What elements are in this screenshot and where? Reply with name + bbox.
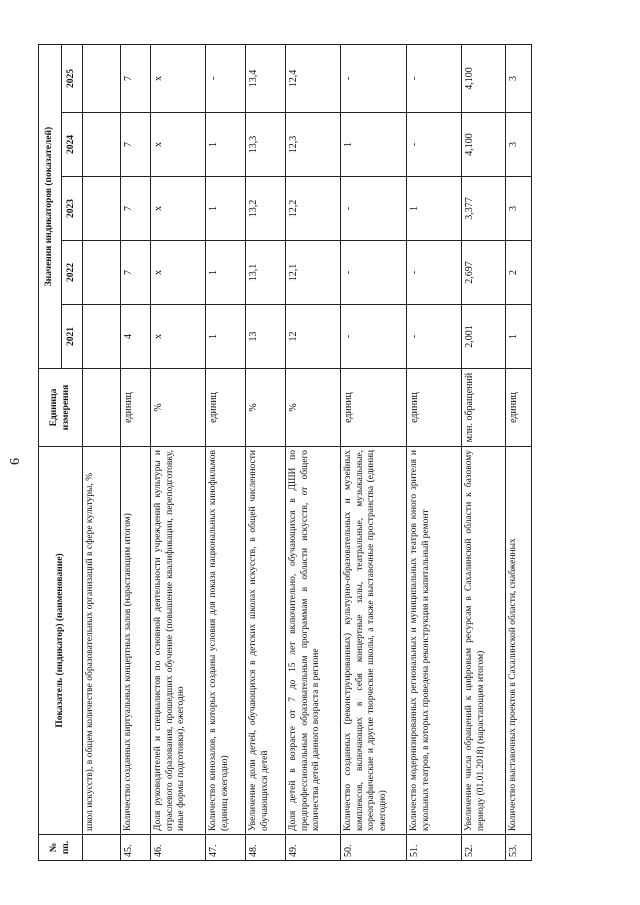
- row-name: Количество выставочных проектов в Сахалинской области, снабженных: [506, 447, 532, 835]
- header-name: Показатель (индикатор) (наименование): [39, 447, 83, 835]
- row-value: [83, 305, 121, 369]
- table-row: [206, 45, 246, 861]
- row-num: 47.: [206, 835, 246, 861]
- row-value: 12: [286, 305, 341, 369]
- row-num: 49.: [286, 835, 341, 861]
- table-row: [506, 45, 532, 861]
- row-num: 50.: [341, 835, 407, 861]
- row-name: Увеличение доли детей, обучающихся в детских школах искусств, в общей численности обучающихся детей: [246, 447, 286, 835]
- header-year: 2021: [62, 305, 83, 369]
- row-unit: %: [246, 369, 286, 447]
- row-value: х: [151, 241, 206, 305]
- row-value: 13,1: [246, 241, 286, 305]
- row-value: 1: [206, 305, 246, 369]
- row-value: 4,100: [462, 113, 506, 177]
- header-unit: Единица измерения: [39, 369, 83, 447]
- table-row: [121, 45, 151, 861]
- row-value: 13,3: [246, 113, 286, 177]
- row-value: 1: [206, 113, 246, 177]
- row-unit: единиц: [506, 369, 532, 447]
- row-value: 4: [121, 305, 151, 369]
- row-value: х: [151, 113, 206, 177]
- row-value: 1: [206, 177, 246, 241]
- row-value: 2,697: [462, 241, 506, 305]
- header-values-group: Значения индикаторов (показателей): [39, 45, 62, 369]
- row-value: 3: [506, 45, 532, 113]
- row-value: [83, 113, 121, 177]
- row-value: 7: [121, 113, 151, 177]
- row-num: 52.: [462, 835, 506, 861]
- row-value: 12,4: [286, 45, 341, 113]
- row-value: х: [151, 305, 206, 369]
- row-value: 7: [121, 45, 151, 113]
- row-value: -: [341, 241, 407, 305]
- table-row: [83, 45, 121, 861]
- row-num: 46.: [151, 835, 206, 861]
- table-row: [407, 45, 462, 861]
- row-name: Доля детей в возрасте от 7 до 15 лет включительно, обучающихся в ДШИ по предпрофессиональным образовательным программам в области искусств, от общего количества детей данного возраста в регионе: [286, 447, 341, 835]
- header-num: № пп.: [39, 835, 83, 861]
- row-name: Количество кинозалов, в которых созданы условия для показа национальных кинофильмов (единиц ежегодно): [206, 447, 246, 835]
- row-num: 48.: [246, 835, 286, 861]
- row-unit: [83, 369, 121, 447]
- indicator-table: [38, 44, 532, 861]
- row-name: Количество созданных виртуальных концертных залов (нарастающим итогом): [121, 447, 151, 835]
- row-unit: единиц: [341, 369, 407, 447]
- row-value: 1: [206, 241, 246, 305]
- header-year: 2025: [62, 45, 83, 113]
- row-num: 45.: [121, 835, 151, 861]
- row-name: Увеличение числа обращений к цифровым ресурсам в Сахалинской области к базовому периоду (01.01.2018) (нарастающим итогом): [462, 447, 506, 835]
- row-value: -: [407, 113, 462, 177]
- row-value: 13,2: [246, 177, 286, 241]
- row-value: [83, 241, 121, 305]
- row-value: 2: [506, 241, 532, 305]
- row-unit: единиц: [206, 369, 246, 447]
- row-value: х: [151, 45, 206, 113]
- row-value: -: [407, 45, 462, 113]
- table-row: [246, 45, 286, 861]
- row-num: [83, 835, 121, 861]
- indicator-table-wrapper: [38, 44, 532, 861]
- row-unit: единиц: [407, 369, 462, 447]
- row-value: 3: [506, 177, 532, 241]
- row-value: 13: [246, 305, 286, 369]
- row-value: 3,377: [462, 177, 506, 241]
- row-value: -: [341, 177, 407, 241]
- header-year: 2022: [62, 241, 83, 305]
- row-unit: %: [151, 369, 206, 447]
- row-unit: единиц: [121, 369, 151, 447]
- row-value: 12,2: [286, 177, 341, 241]
- table-row: [341, 45, 407, 861]
- row-name: Доля руководителей и специалистов по основной деятельности учреждений культуры и отраслевого образования, прошедших обучение (повышение квалификации, переподготовку, иные формы подготовки), ежегодно: [151, 447, 206, 835]
- row-value: 13,4: [246, 45, 286, 113]
- row-value: 1: [341, 113, 407, 177]
- row-value: -: [407, 305, 462, 369]
- row-value: 2,001: [462, 305, 506, 369]
- row-value: [83, 45, 121, 113]
- row-value: -: [407, 241, 462, 305]
- row-name: школ искусств), в общем количестве образовательных организаций в сфере культуры, %: [83, 447, 121, 835]
- row-value: 12,1: [286, 241, 341, 305]
- row-value: 4,100: [462, 45, 506, 113]
- header-year: 2024: [62, 113, 83, 177]
- row-value: х: [151, 177, 206, 241]
- row-unit: млн. обращений: [462, 369, 506, 447]
- row-num: 51.: [407, 835, 462, 861]
- row-value: -: [206, 45, 246, 113]
- row-value: 1: [407, 177, 462, 241]
- row-value: -: [341, 45, 407, 113]
- row-value: 12,3: [286, 113, 341, 177]
- row-value: 7: [121, 241, 151, 305]
- row-unit: %: [286, 369, 341, 447]
- page-number: 6: [8, 458, 23, 465]
- table-row: [151, 45, 206, 861]
- row-value: -: [341, 305, 407, 369]
- header-year: 2023: [62, 177, 83, 241]
- table-row: [286, 45, 341, 861]
- row-value: 3: [506, 113, 532, 177]
- row-name: Количество модернизированных региональных и муниципальных театров юного зрителя и кукольных театров, в которых проведена реконструкция и капитальный ремонт: [407, 447, 462, 835]
- table-row: [462, 45, 506, 861]
- row-value: [83, 177, 121, 241]
- row-value: 7: [121, 177, 151, 241]
- row-num: 53.: [506, 835, 532, 861]
- row-name: Количество созданных (реконструированных) культурно-образовательных и музейных комплексов, включающих в себя концертные залы, театральные, музыкальные, хореографические и другие творческие школы, а также выставочные пространства (единиц ежегодно): [341, 447, 407, 835]
- row-value: 1: [506, 305, 532, 369]
